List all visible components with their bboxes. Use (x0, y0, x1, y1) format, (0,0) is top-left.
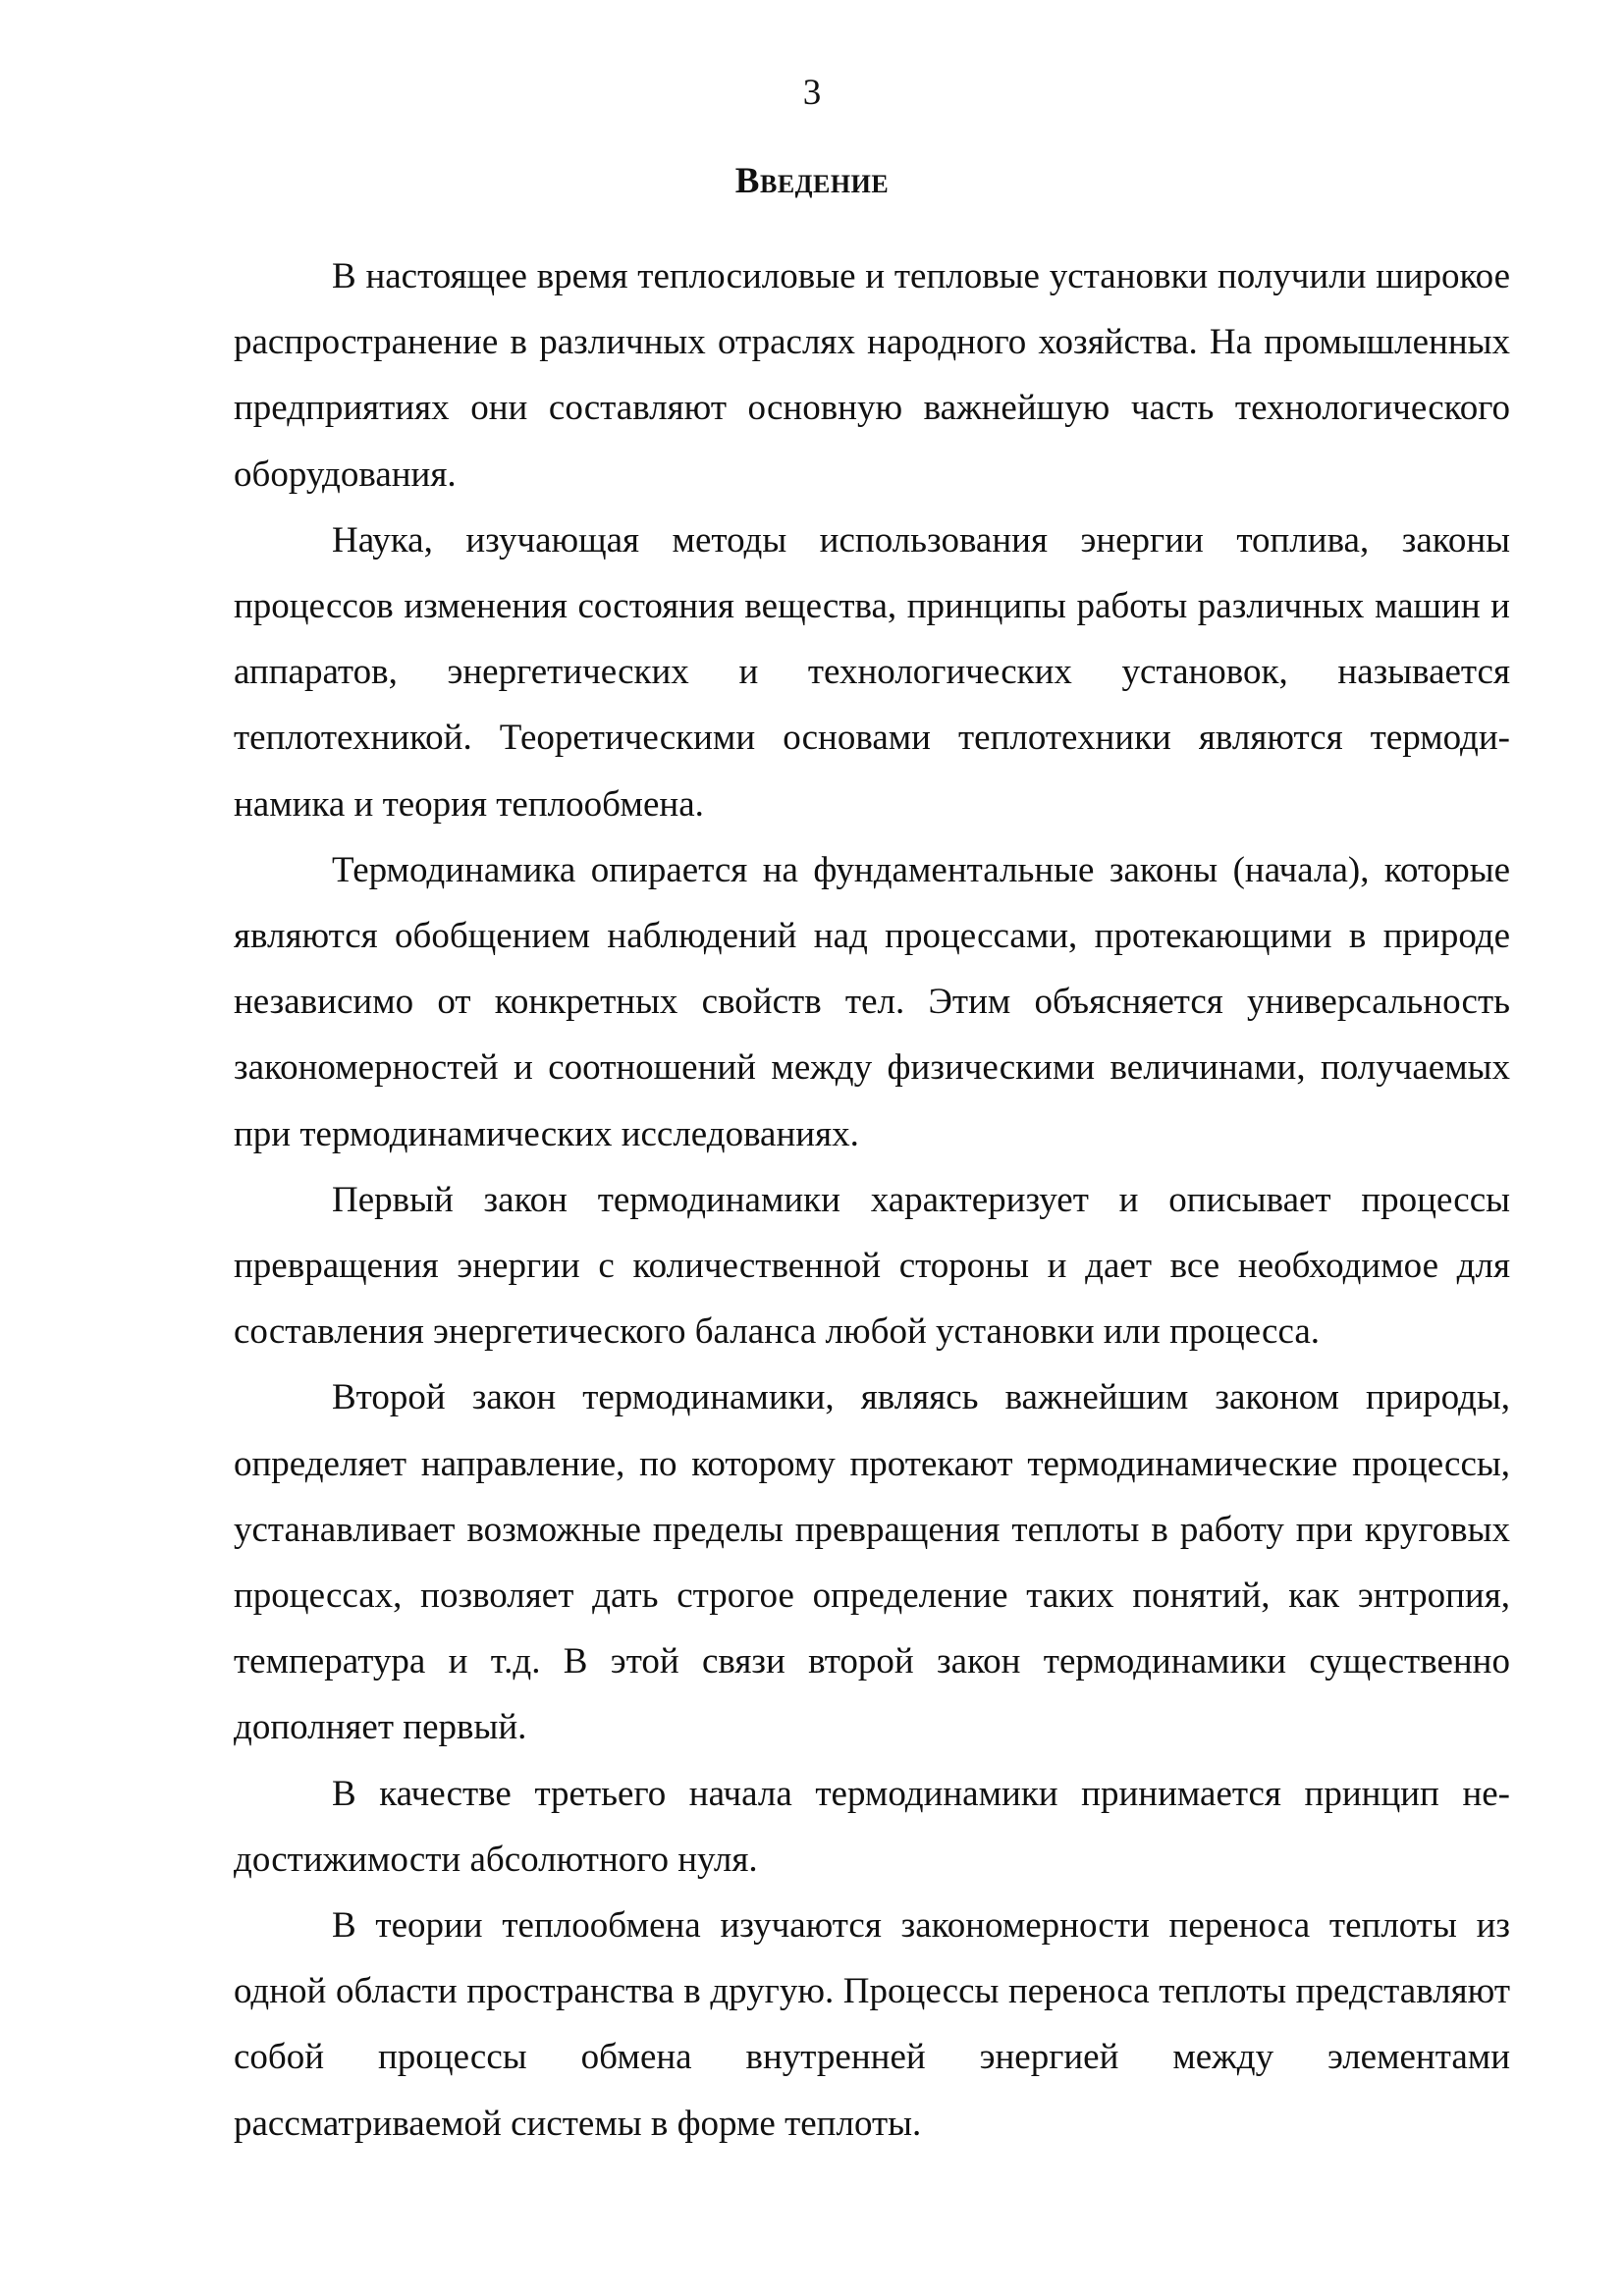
paragraph: В настоящее время теплосиловые и тепловые установки получили широкое распространение в различных отраслях народного хозяйства. На промышленных предприятиях они составляют основную важнейшую часть технологического оборудования. (234, 256, 1510, 495)
paragraph: Наука, изучающая методы использования энергии топлива, законы процессов изменения состояния вещества, принципы работы различных машин и аппаратов, энергетических и технологических установок, называется теплотехникой. Теоретическими основами теплотехники являются термодинамика и теория теплообмена. (234, 519, 1510, 825)
paragraph: Второй закон термодинамики, являясь важнейшим законом природы, определяет направление, по которому протекают термодинамические процессы, устанавливает возможные пределы превращения теплоты в работу при круговых процессах, позволяет дать строгое определение таких понятий, как энтропия, температура и т.д. В этой связи второй закон термодинамики существенно дополняет первый. (234, 1377, 1510, 1748)
paragraph: В теории теплообмена изучаются закономерности переноса теплоты из одной области пространства в другую. Процессы переноса теплоты представляют собой процессы обмена внутренней энергией между элементами рассматриваемой системы в форме теплоты. (234, 1905, 1510, 2144)
paragraph: В качестве третьего начала термодинамики принимается принцип недостижимости абсолютного нуля. (234, 1773, 1510, 1880)
page-number: 3 (802, 73, 822, 113)
paragraph: Термодинамика опирается на фундаментальные законы (начала), которые являются обобщением наблюдений над процессами, протекающими в природе независимо от конкретных свойств тел. Этим объясняется универсальность закономерностей и соотношений между физическими величинами, получаемых при термодинамических исследованиях. (234, 849, 1510, 1154)
body-text (234, 243, 1510, 2157)
section-heading: Введение (734, 161, 890, 201)
paragraph: Первый закон термодинамики характеризует и описывает процессы превращения энергии с количественной стороны и дает все необходимое для составления энергетического баланса любой установки или процесса. (234, 1179, 1510, 1353)
